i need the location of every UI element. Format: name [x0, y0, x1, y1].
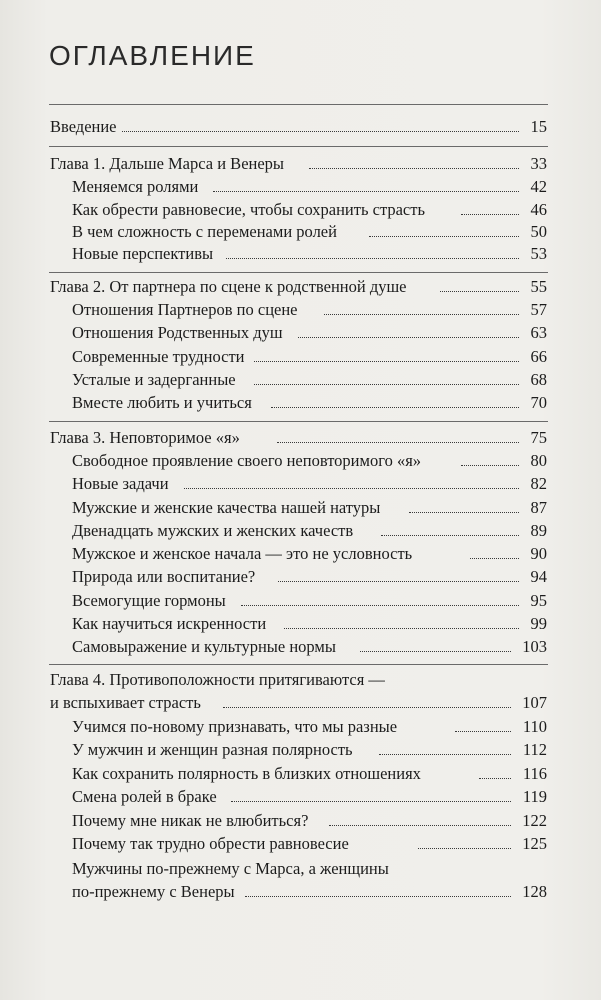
dot-leader: [455, 731, 511, 732]
toc-label: Природа или воспитание?: [72, 567, 256, 586]
toc-label: В чем сложность с переменами ролей: [72, 222, 337, 241]
dot-leader: [470, 558, 519, 559]
toc-section[interactable]: [0, 566, 601, 588]
toc-label: Почему так трудно обрести равновесие: [72, 834, 349, 853]
dot-leader: [241, 605, 519, 606]
toc-section[interactable]: [0, 369, 601, 391]
toc-page: 55: [530, 277, 547, 296]
toc-chapter-4-line1: Глава 4. Противоположности притягиваются —: [50, 670, 385, 689]
toc-label: Мужские и женские качества нашей натуры: [72, 498, 381, 517]
toc-label: Как научиться искренности: [72, 614, 267, 633]
toc-label: Двенадцать мужских и женских качеств: [72, 521, 354, 540]
dot-leader: [122, 131, 519, 132]
dot-leader: [245, 896, 511, 897]
toc-page: 66: [530, 347, 547, 366]
toc-page: 82: [530, 474, 547, 493]
toc-label: Как обрести равновесие, чтобы сохранить страсть: [72, 200, 425, 219]
toc-label: Как сохранить полярность в близких отношениях: [72, 764, 421, 783]
toc-page: 122: [522, 811, 547, 830]
toc-section-line1: Мужчины по-прежнему с Марса, а женщины: [72, 859, 389, 878]
divider: [49, 104, 548, 105]
toc-section[interactable]: [0, 221, 601, 243]
toc-section[interactable]: [0, 299, 601, 321]
page-title: ОГЛАВЛЕНИЕ: [49, 40, 256, 71]
toc-page: 57: [530, 300, 547, 319]
toc-page: 70: [530, 393, 547, 412]
divider: [49, 421, 548, 422]
toc-page: 50: [530, 222, 547, 241]
toc-chapter-4[interactable]: [0, 692, 601, 714]
toc-label: Мужское и женское начала — это не условность: [72, 544, 413, 563]
toc-section[interactable]: [0, 497, 601, 519]
toc-label: Глава 3. Неповторимое «я»: [50, 428, 240, 447]
toc-label: Учимся по-новому признавать, что мы разные: [72, 717, 398, 736]
dot-leader: [271, 407, 519, 408]
toc-section[interactable]: [0, 322, 601, 344]
dot-leader: [409, 512, 519, 513]
divider: [49, 664, 548, 665]
toc-page: 53: [530, 244, 547, 263]
toc-section[interactable]: [0, 392, 601, 414]
toc-section[interactable]: [0, 833, 601, 855]
dot-leader: [309, 168, 519, 169]
toc-section[interactable]: [0, 543, 601, 565]
toc-page: 46: [530, 200, 547, 219]
toc-label: Смена ролей в браке: [72, 787, 217, 806]
dot-leader: [329, 825, 511, 826]
dot-leader: [223, 707, 511, 708]
toc-label: Глава 2. От партнера по сцене к родственной душе: [50, 277, 407, 296]
toc-page: 75: [530, 428, 547, 447]
toc-page: 94: [530, 567, 547, 586]
toc-page: 33: [530, 154, 547, 173]
dot-leader: [213, 191, 519, 192]
toc-section[interactable]: [0, 176, 601, 198]
toc-label: Вместе любить и учиться: [72, 393, 252, 412]
toc-section[interactable]: [0, 881, 601, 903]
dot-leader: [298, 337, 519, 338]
dot-leader: [381, 535, 519, 536]
toc-section[interactable]: [0, 520, 601, 542]
dot-leader: [418, 848, 511, 849]
dot-leader: [278, 581, 519, 582]
toc-page: 95: [530, 591, 547, 610]
toc-label: Современные трудности: [72, 347, 245, 366]
dot-leader: [231, 801, 511, 802]
toc-chapter-2[interactable]: [0, 276, 601, 298]
dot-leader: [379, 754, 511, 755]
toc-label: Всемогущие гормоны: [72, 591, 226, 610]
toc-section[interactable]: [0, 636, 601, 658]
dot-leader: [479, 778, 511, 779]
dot-leader: [254, 384, 519, 385]
toc-label: Почему мне никак не влюбиться?: [72, 811, 309, 830]
dot-leader: [369, 236, 519, 237]
toc-section[interactable]: [0, 243, 601, 265]
toc-section[interactable]: [0, 786, 601, 808]
dot-leader: [360, 651, 511, 652]
toc-page: 128: [522, 882, 547, 901]
toc-section[interactable]: [0, 450, 601, 472]
toc-chapter-1[interactable]: [0, 153, 601, 175]
toc-label: Меняемся ролями: [72, 177, 199, 196]
toc-label: Новые перспективы: [72, 244, 214, 263]
toc-entry-intro[interactable]: [0, 116, 601, 138]
toc-label: Отношения Партнеров по сцене: [72, 300, 298, 319]
dot-leader: [440, 291, 519, 292]
toc-page: 87: [530, 498, 547, 517]
toc-page: 112: [522, 740, 547, 759]
toc-page: 63: [530, 323, 547, 342]
toc-page: 110: [522, 717, 547, 736]
dot-leader: [277, 442, 519, 443]
dot-leader: [284, 628, 519, 629]
toc-page: 68: [530, 370, 547, 389]
toc-page: 42: [530, 177, 547, 196]
toc-label: Самовыражение и культурные нормы: [72, 637, 336, 656]
toc-page: 99: [530, 614, 547, 633]
toc-label: по-прежнему с Венеры: [72, 882, 235, 901]
dot-leader: [461, 465, 519, 466]
toc-label: Свободное проявление своего неповторимого «я»: [72, 451, 422, 470]
toc-section[interactable]: [0, 613, 601, 635]
toc-chapter-3[interactable]: [0, 427, 601, 449]
toc-label: Введение: [50, 117, 117, 136]
toc-page: 107: [522, 693, 547, 712]
toc-label: Усталые и задерганные: [72, 370, 236, 389]
toc-label: Отношения Родственных душ: [72, 323, 283, 342]
dot-leader: [226, 258, 519, 259]
toc-section[interactable]: [0, 739, 601, 761]
dot-leader: [461, 214, 519, 215]
toc-label: Новые задачи: [72, 474, 169, 493]
toc-section[interactable]: [0, 590, 601, 612]
toc-page: 89: [530, 521, 547, 540]
dot-leader: [184, 488, 519, 489]
toc-page: 125: [522, 834, 547, 853]
toc-page: 80: [530, 451, 547, 470]
toc-label: и вспыхивает страсть: [50, 693, 201, 712]
toc-page: 116: [522, 764, 547, 783]
toc-section[interactable]: [0, 763, 601, 785]
toc-section[interactable]: [0, 810, 601, 832]
dot-leader: [254, 361, 519, 362]
toc-page: 103: [522, 637, 547, 656]
dot-leader: [324, 314, 519, 315]
toc-label: У мужчин и женщин разная полярность: [72, 740, 353, 759]
toc-section[interactable]: [0, 716, 601, 738]
toc-page: 90: [530, 544, 547, 563]
toc-section[interactable]: [0, 199, 601, 221]
toc-label: Глава 1. Дальше Марса и Венеры: [50, 154, 285, 173]
toc-page: 15: [530, 117, 547, 136]
divider: [49, 146, 548, 147]
toc-section[interactable]: [0, 346, 601, 368]
toc-section[interactable]: [0, 473, 601, 495]
toc-page: 119: [522, 787, 547, 806]
divider: [49, 272, 548, 273]
